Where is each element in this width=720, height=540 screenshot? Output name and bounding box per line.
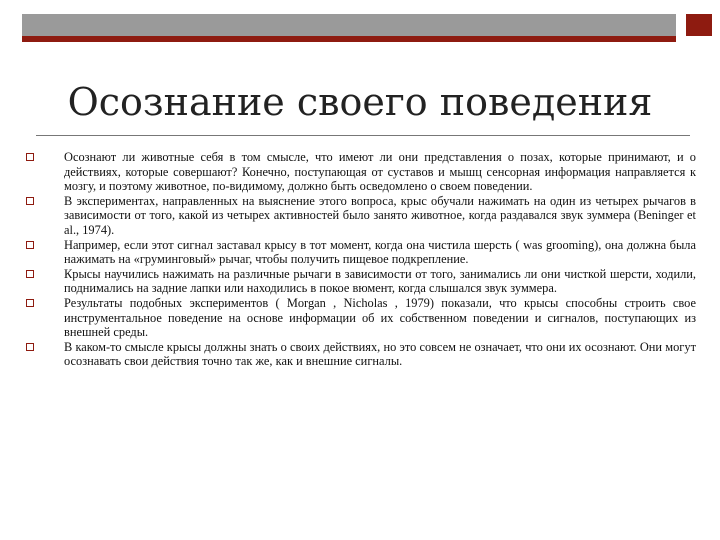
slide-title: Осознание своего поведения — [67, 80, 653, 124]
square-bullet-icon — [26, 270, 34, 278]
square-bullet-icon — [26, 241, 34, 249]
bullet-text: Результаты подобных экспериментов ( Morgan , Nicholas , 1979) показали, что крысы способны строить свое инструментальное поведение на основе информации об их собственном поведении и сигналов, поступающих из внешней среды. — [64, 295, 696, 340]
title-divider — [36, 135, 690, 136]
list-item — [26, 267, 696, 296]
list-item — [26, 150, 696, 194]
corner-accent-box — [686, 14, 712, 36]
bullet-text: Осознают ли животные себя в том смысле, что имеют ли они представления о позах, которые принимают, и о действиях, которые совершают? Конечно, поступающая от суставов и мышц сенсорная информация направляется к мозгу, и поэтому животное, по-видимому, должно быть осведомлено о своем поведении. — [64, 150, 696, 194]
square-bullet-icon — [26, 153, 34, 161]
list-item — [26, 194, 696, 238]
square-bullet-icon — [26, 343, 34, 351]
square-bullet-icon — [26, 299, 34, 307]
header-gray-bar — [22, 14, 676, 36]
bullet-text: Крысы научились нажимать на различные рычаги в зависимости от того, занимались ли они чисткой шерсти, ходили, поднимались на задние лапки или находились в покое вюмент, когда слышался звук зуммера. — [64, 266, 696, 296]
bullet-text: В экспериментах, направленных на выяснение этого вопроса, крыс обучали нажимать на один из четырех рычагов в зависимости от того, какой из четырех активностей было занято животное, когда раздавался звук зуммера (Beninger et al., 1974). — [64, 193, 696, 237]
list-item — [26, 340, 696, 369]
bullet-text: Например, если этот сигнал заставал крысу в тот момент, когда она чистила шерсть ( was grooming), она должна была нажимать на «груминговый» рычаг, чтобы получить пищевое подкрепление. — [64, 237, 696, 267]
header-red-stripe — [22, 36, 676, 42]
bullet-text: В каком-то смысле крысы должны знать о своих действиях, но это совсем не означает, что они их осознают. Они могут осознавать свои действия точно так же, как и внешние сигналы. — [64, 339, 696, 369]
list-item — [26, 238, 696, 267]
list-item — [26, 296, 696, 340]
square-bullet-icon — [26, 197, 34, 205]
bullet-list — [26, 150, 696, 369]
